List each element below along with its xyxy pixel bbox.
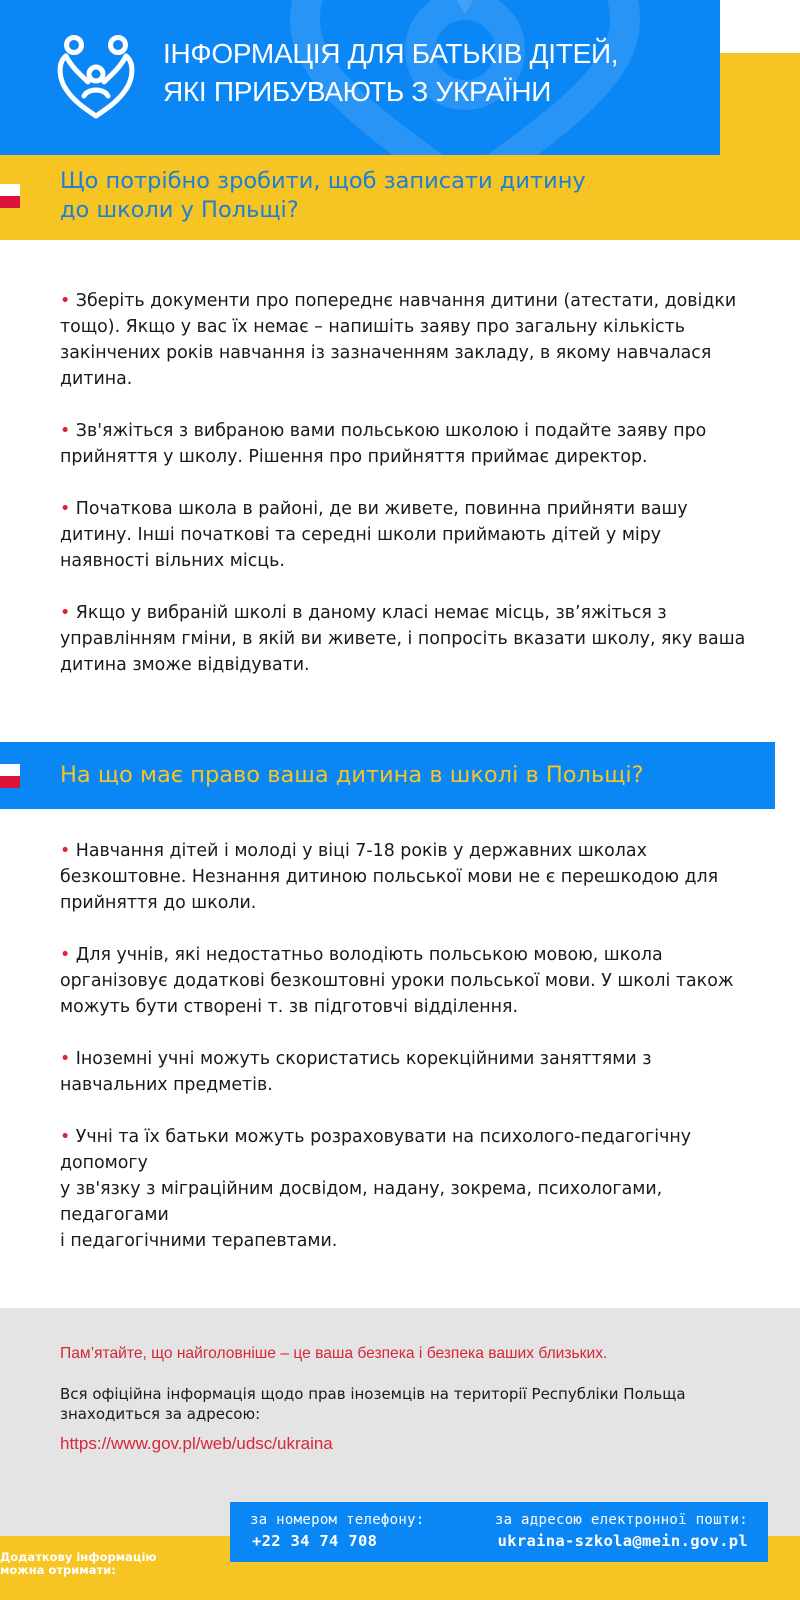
list-item-text: безкоштовне. Незнання дитиною польської мови не є перешкодою для (60, 867, 719, 887)
section-rights-title-text: На що має право ваша дитина в школі в Польщі? (60, 762, 644, 788)
list-item (60, 1124, 760, 1254)
list-item-line (60, 600, 760, 626)
page-title-line-1: ІНФОРМАЦІЯ ДЛЯ БАТЬКІВ ДІТЕЙ, (163, 38, 619, 69)
footer-note-line-2: можна отримати: (0, 1563, 116, 1577)
footer-note-line-1: Додаткову інформацію (0, 1550, 157, 1564)
rights-list (60, 838, 760, 1280)
header-yellow-accent (720, 53, 800, 155)
list-item (60, 288, 760, 392)
list-item-line (60, 968, 760, 994)
polish-flag-icon (0, 764, 20, 788)
bullet-icon: • (60, 603, 71, 623)
phone-number[interactable]: +22 34 74 708 (252, 1532, 378, 1550)
list-item (60, 418, 760, 470)
list-item-text: організовує додаткові безкоштовні уроки польської мови. У школі також (60, 971, 734, 991)
list-item-line (60, 890, 760, 916)
page-title (163, 35, 618, 111)
list-item-line (60, 1046, 760, 1072)
list-item-text: управлінням гміни, в якій ви живете, і попросіть вказати школу, яку ваша (60, 629, 746, 649)
footer-note (0, 1551, 157, 1577)
list-item-line (60, 626, 760, 652)
bullet-icon: • (60, 945, 71, 965)
official-info-line-1: Вся офіційна інформація щодо прав іноземців на території Республіки Польща (60, 1385, 686, 1403)
list-item-text: Навчання дітей і молоді у віці 7-18 років у державних школах (75, 841, 647, 861)
list-item-text: Учні та їх батьки можуть розраховувати на психолого-педагогічну (75, 1127, 692, 1147)
list-item-text: наявності вільних місць. (60, 551, 285, 571)
section-rights-title (60, 761, 644, 790)
list-item-line (60, 1202, 760, 1228)
list-item-text: Зв'яжіться з вибраною вами польською школою і подайте заяву про (75, 421, 707, 441)
list-item-text: допомогу (60, 1153, 148, 1173)
list-item-line (60, 994, 760, 1020)
list-item-line (60, 340, 760, 366)
list-item-line (60, 1150, 760, 1176)
list-item-text: тощо). Якщо у вас їх немає – напишіть заяву про загальну кількість (60, 317, 685, 337)
list-item-line (60, 1176, 760, 1202)
list-item-text: у зв'язку з міграційним досвідом, надану, зокрема, психологами, (60, 1179, 663, 1199)
list-item-line (60, 1124, 760, 1150)
list-item-line (60, 942, 760, 968)
enrollment-steps-list (60, 288, 760, 704)
list-item (60, 942, 760, 1020)
section-enrollment-title (60, 167, 586, 225)
list-item-line (60, 288, 760, 314)
list-item-text: дитину. Інші початкові та середні школи приймають дітей у міру (60, 525, 662, 545)
official-info-line-2: знаходиться за адресою: (60, 1405, 261, 1423)
list-item-text: педагогами (60, 1205, 169, 1225)
list-item-line (60, 366, 760, 392)
email-address[interactable]: ukraina-szkola@mein.gov.pl (497, 1532, 748, 1550)
safety-reminder: Пам’ятайте, що найголовніше – це ваша безпека і безпека ваших близьких. (60, 1345, 608, 1362)
list-item (60, 600, 760, 678)
list-item-text: Початкова школа в районі, де ви живете, повинна прийняти вашу (75, 499, 688, 519)
header-banner (0, 0, 720, 155)
bullet-icon: • (60, 421, 71, 441)
list-item-line (60, 548, 760, 574)
list-item-text: можуть бути створені т. зв підготовчі відділення. (60, 997, 519, 1017)
bullet-icon: • (60, 291, 71, 311)
list-item-line (60, 864, 760, 890)
bullet-icon: • (60, 499, 71, 519)
page-title-line-2: ЯКІ ПРИБУВАЮТЬ З УКРАЇНИ (163, 76, 552, 107)
list-item-text: навчальних предметів. (60, 1075, 273, 1095)
official-info-text (60, 1384, 686, 1424)
list-item-line (60, 1072, 760, 1098)
list-item-line (60, 444, 760, 470)
section-enrollment-title-line-1: Що потрібно зробити, щоб записати дитину (60, 168, 586, 194)
list-item (60, 1046, 760, 1098)
polish-flag-icon (0, 184, 20, 208)
list-item-text: прийняття до школи. (60, 893, 257, 913)
list-item-text: Зберіть документи про попереднє навчання дитини (атестати, довідки (75, 291, 737, 311)
list-item-text: і педагогічними терапевтами. (60, 1231, 338, 1251)
gov-website-link[interactable]: https://www.gov.pl/web/udsc/ukraina (60, 1434, 333, 1453)
list-item-line (60, 652, 760, 678)
list-item-line (60, 838, 760, 864)
list-item-text: дитина. (60, 369, 133, 389)
list-item-text: Для учнів, які недостатньо володіють польською мовою, школа (75, 945, 663, 965)
bullet-icon: • (60, 841, 71, 861)
contact-box (230, 1502, 768, 1562)
list-item-line (60, 522, 760, 548)
list-item (60, 496, 760, 574)
family-heart-icon (56, 34, 136, 120)
section-rights-header (0, 742, 775, 809)
list-item-line (60, 1228, 760, 1254)
list-item-text: прийняття у школу. Рішення про прийняття приймає директор. (60, 447, 648, 467)
bullet-icon: • (60, 1049, 71, 1069)
list-item-text: закінчених років навчання із зазначенням закладу, в якому навчалася (60, 343, 712, 363)
list-item-text: дитина зможе відвідувати. (60, 655, 310, 675)
list-item-line (60, 496, 760, 522)
phone-label: за номером телефону: (250, 1512, 425, 1528)
list-item-line (60, 418, 760, 444)
list-item-text: Іноземні учні можуть скористатись корекційними заняттями з (75, 1049, 652, 1069)
section-enrollment-title-line-2: до школи у Польщі? (60, 197, 299, 223)
list-item-text: Якщо у вибраній школі в даному класі немає місць, зв’яжіться з (75, 603, 667, 623)
email-label: за адресою електронної пошти: (494, 1512, 748, 1528)
list-item (60, 838, 760, 916)
section-enrollment-header (0, 155, 800, 240)
bullet-icon: • (60, 1127, 71, 1147)
list-item-line (60, 314, 760, 340)
